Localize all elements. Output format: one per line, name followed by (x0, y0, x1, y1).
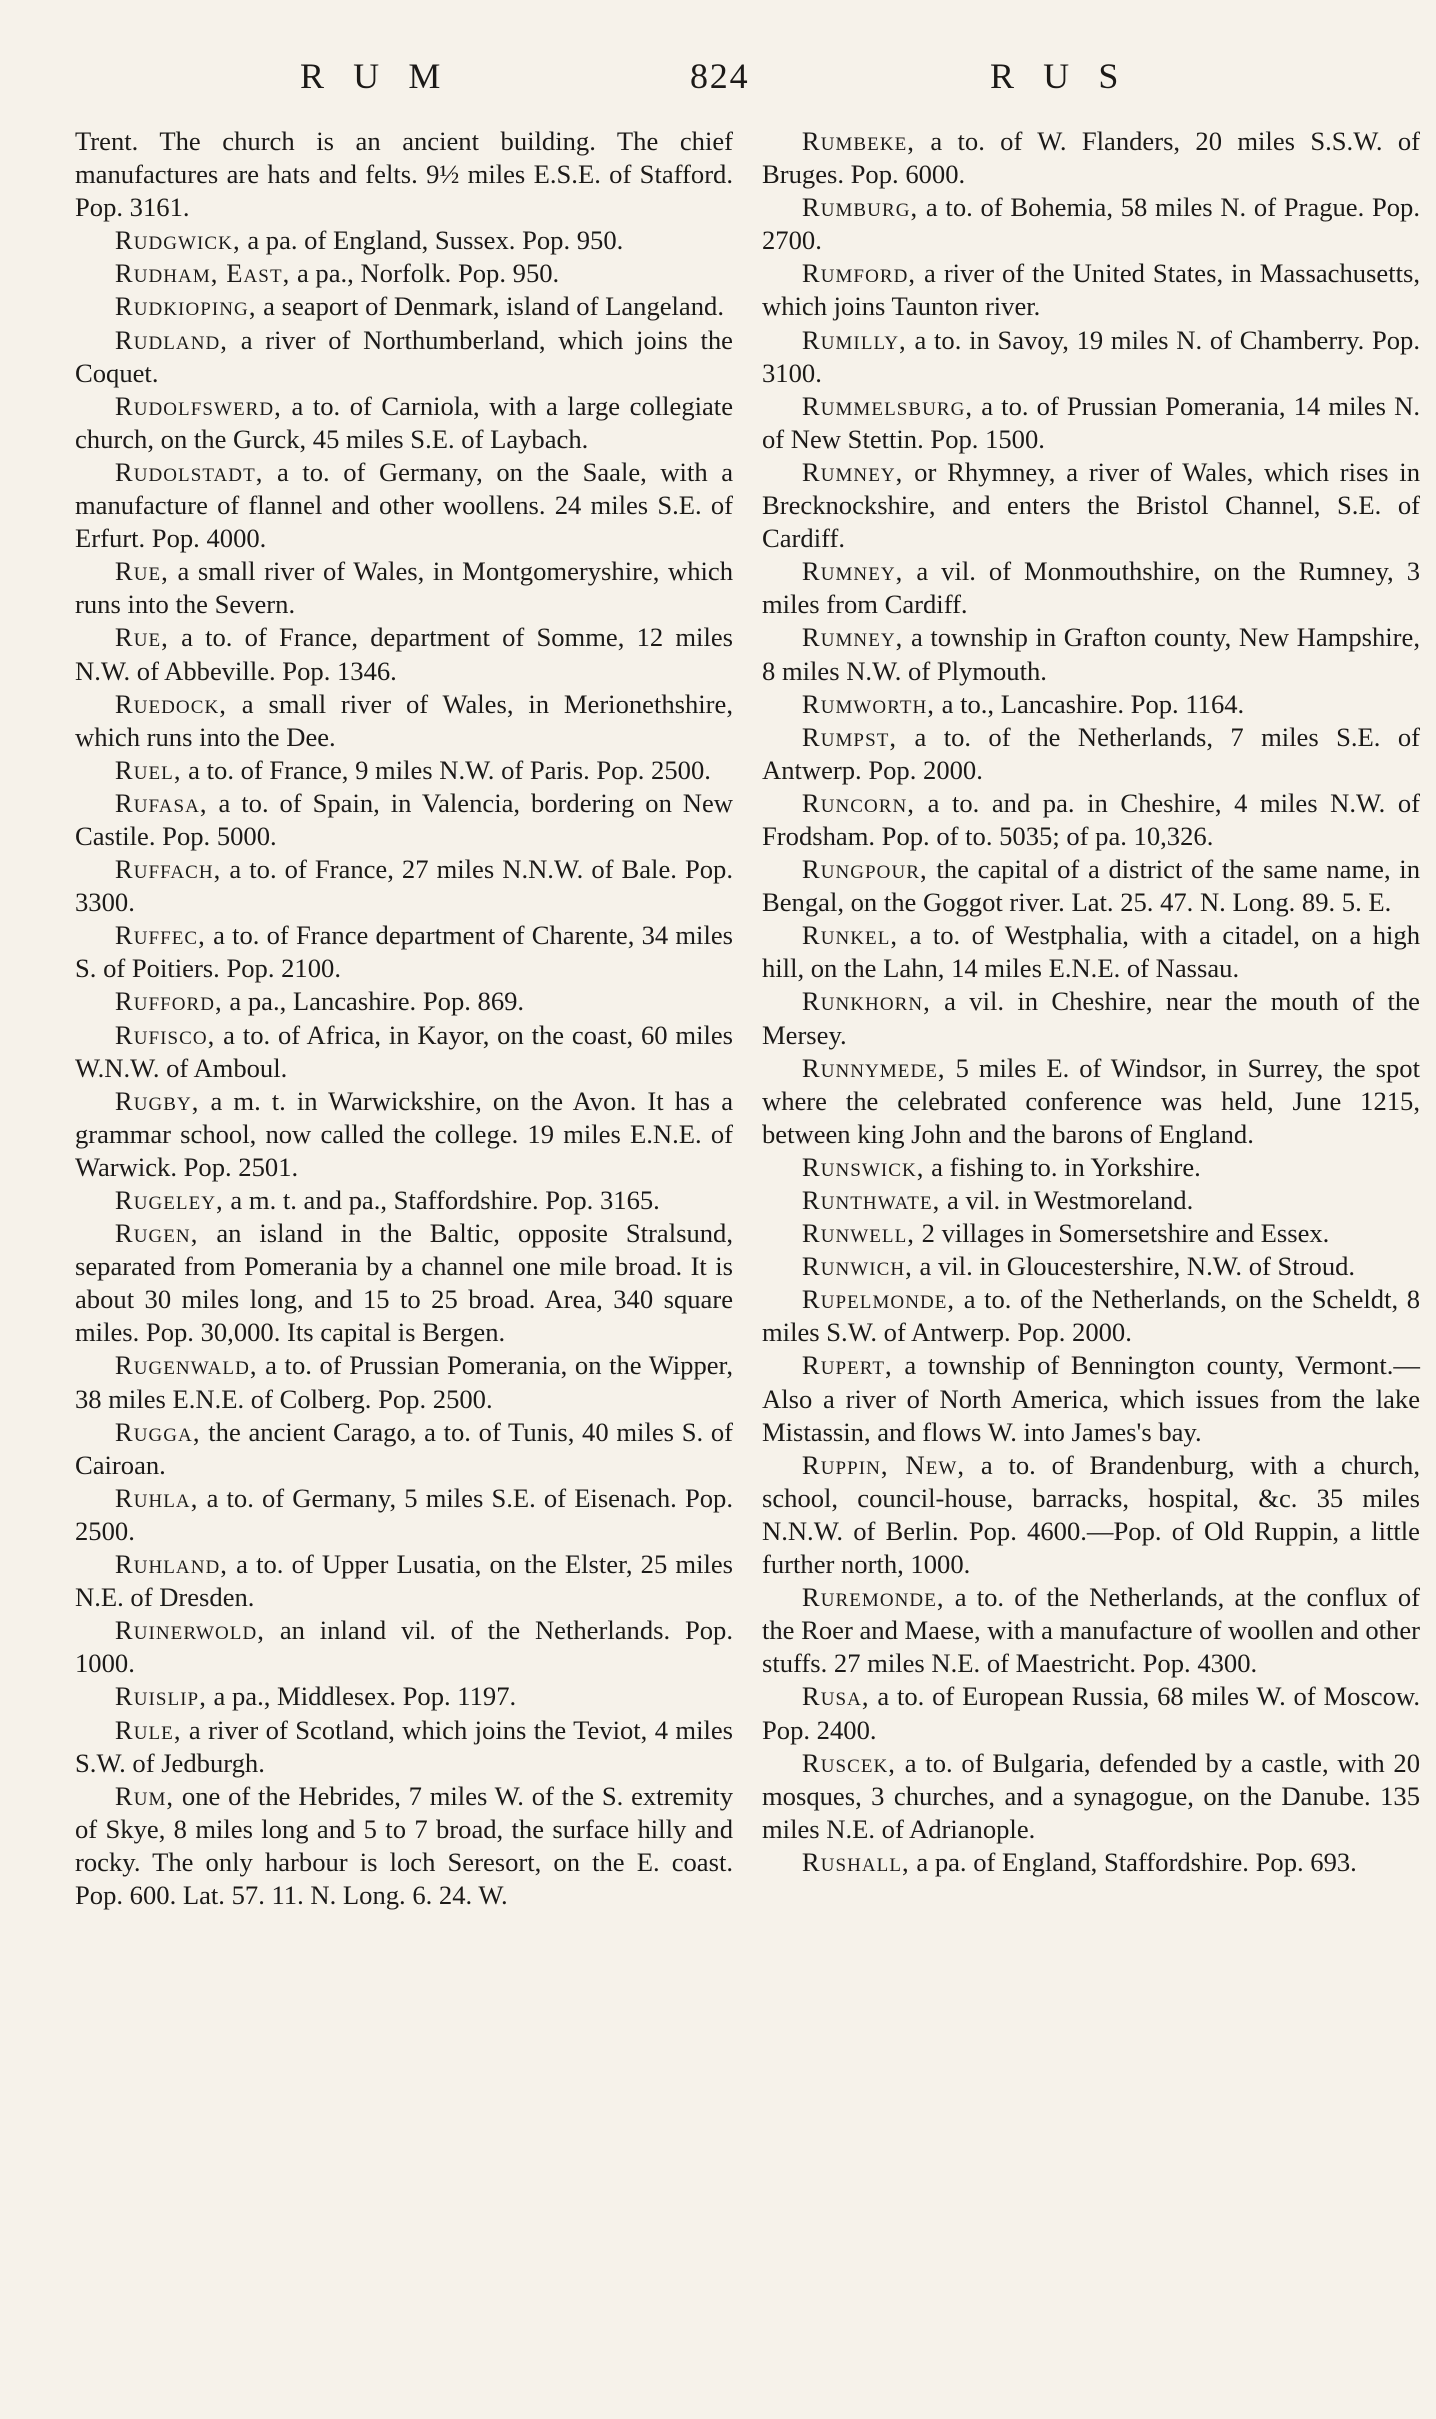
entry-text: a to. and pa. in Cheshire, 4 miles N.W. of Frodsham. Pop. of to. 5035; of pa. 10,326. (762, 787, 1420, 851)
entry-text: an island in the Baltic, opposite Stralsund, separated from Pomerania by a channel one mile broad. It is about 30 miles long, and 15 to 25 broad. Area, 340 square miles. Pop. 30,000. Its capital is Bergen. (75, 1218, 733, 1348)
entry-text: a fishing to. in Yorkshire. (924, 1151, 1201, 1182)
dictionary-entry (75, 1548, 733, 1614)
entry-headword: Ruislip, (114, 1681, 207, 1712)
dictionary-entry (75, 324, 733, 390)
entry-headword: Rumworth, (801, 688, 935, 719)
dictionary-entry (762, 688, 1420, 721)
entry-text: a to. of W. Flanders, 20 miles S.S.W. of Bruges. Pop. 6000. (762, 126, 1420, 190)
entry-text: a vil. in Gloucestershire, N.W. of Stroud. (912, 1251, 1356, 1282)
dictionary-entry (762, 1349, 1420, 1448)
dictionary-entry (762, 390, 1420, 456)
entry-text: a vil. in Cheshire, near the mouth of the Mersey. (762, 986, 1420, 1050)
entry-text: a to. of France, department of Somme, 12 miles N.W. of Abbeville. Pop. 1346. (75, 622, 733, 686)
entry-headword: Runwell, (801, 1218, 915, 1249)
entry-headword: Rudolstadt, (114, 456, 264, 487)
dictionary-entry (762, 125, 1420, 191)
entry-text: a small river of Wales, in Merionethshire, which runs into the Dee. (75, 688, 733, 752)
entry-headword: Ruscek, (801, 1747, 897, 1778)
entry-headword: Ruedock, (114, 688, 227, 719)
entry-text: a to. of Germany, on the Saale, with a manufacture of flannel and other woollens. 24 miles S.E. of Erfurt. Pop. 4000. (75, 456, 733, 554)
dictionary-entry (75, 555, 733, 621)
dictionary-entry (762, 1449, 1420, 1581)
entry-headword: Rudgwick, (114, 225, 241, 256)
dictionary-entry (75, 1714, 733, 1780)
dictionary-entry (762, 257, 1420, 323)
entry-text: a vil. of Monmouthshire, on the Rumney, 3 miles from Cardiff. (762, 556, 1420, 620)
entry-text: a pa. of England, Sussex. Pop. 950. (240, 225, 624, 256)
dictionary-entry (75, 257, 733, 290)
entry-text: Trent. The church is an ancient building. The chief manufactures are hats and felts. 9½ miles E.S.E. of Stafford. Pop. 3161. (75, 126, 733, 223)
dictionary-entry (75, 1416, 733, 1482)
entry-text: a to. of Prussian Pomerania, on the Wipper, 38 miles E.N.E. of Colberg. Pop. 2500. (75, 1350, 733, 1414)
entry-text: a to. of Africa, in Kayor, on the coast, 60 miles W.N.W. of Amboul. (75, 1019, 733, 1083)
header-right-guide: R U S (990, 56, 1129, 96)
dictionary-entry (75, 853, 733, 919)
dictionary-entry (762, 621, 1420, 687)
running-header (0, 55, 1436, 105)
entry-text: a to. of Westphalia, with a citadel, on a high hill, on the Lahn, 14 miles E.N.E. of Nassau. (762, 920, 1420, 984)
entry-headword: Rudkioping, (114, 291, 257, 322)
dictionary-entry (762, 456, 1420, 555)
right-column (762, 125, 1420, 1879)
entry-text: a township in Grafton county, New Hampshire, 8 miles N.W. of Plymouth. (762, 622, 1420, 686)
entry-text: a seaport of Denmark, island of Langeland. (256, 291, 724, 322)
page-number: 824 (690, 56, 750, 96)
entry-headword: Runswick, (801, 1151, 925, 1182)
entry-headword: Ruremonde, (801, 1582, 945, 1613)
dictionary-entry (75, 621, 733, 687)
entry-text: a to. of Bohemia, 58 miles N. of Prague. Pop. 2700. (762, 192, 1420, 256)
dictionary-entry (75, 1680, 733, 1713)
entry-headword: Rule, (114, 1714, 182, 1745)
dictionary-entry (762, 985, 1420, 1051)
entry-headword: Rumney, (801, 456, 904, 487)
entry-headword: Rugen, (114, 1218, 199, 1249)
entry-headword: Runcorn, (801, 787, 916, 818)
entry-text: an inland vil. of the Netherlands. Pop. 1000. (75, 1615, 733, 1679)
entry-text: a m. t. in Warwickshire, on the Avon. It has a grammar school, now called the college. 19 miles E.N.E. of Warwick. Pop. 2501. (75, 1085, 733, 1182)
entry-text: a to. of the Netherlands, on the Scheldt, 8 miles S.W. of Antwerp. Pop. 2000. (762, 1284, 1420, 1348)
entry-text: 5 miles E. of Windsor, in Surrey, the spot where the celebrated conference was held, June 1215, between king John and the barons of England. (762, 1052, 1420, 1149)
entry-text: a river of Northumberland, which joins the Coquet. (75, 324, 733, 388)
dictionary-entry (762, 1151, 1420, 1184)
dictionary-entry (762, 1052, 1420, 1151)
dictionary-entry (762, 1250, 1420, 1283)
entry-headword: Ruffec, (114, 920, 206, 951)
dictionary-entry (75, 1349, 733, 1415)
dictionary-entry (762, 1217, 1420, 1250)
left-column (75, 125, 733, 1912)
dictionary-entry (75, 754, 733, 787)
dictionary-entry (75, 688, 733, 754)
entry-text: a vil. in Westmoreland. (940, 1185, 1194, 1215)
dictionary-entry (75, 125, 733, 224)
dictionary-entry (75, 1184, 733, 1217)
dictionary-entry (762, 919, 1420, 985)
entry-headword: Rufasa, (114, 787, 208, 818)
entry-headword: Rumney, (801, 556, 904, 587)
dictionary-entry (75, 1217, 733, 1349)
entry-text: a to. of Brandenburg, with a church, school, council-house, barracks, hospital, &c. 35 miles N.N.W. of Berlin. Pop. 4600.—Pop. of Old Ruppin, a little further north, 1000. (762, 1449, 1420, 1580)
entry-headword: Rue, (114, 556, 169, 587)
dictionary-entry (762, 787, 1420, 853)
dictionary-entry (762, 1184, 1420, 1217)
entry-headword: Rupert, (801, 1350, 893, 1381)
entry-headword: Rumford, (801, 258, 917, 289)
header-left-guide: R U M (300, 56, 451, 96)
entry-text: a to. in Savoy, 19 miles N. of Chamberry. Pop. 3100. (762, 324, 1420, 388)
entry-headword: Rugeley, (114, 1185, 224, 1215)
entry-text: a to. of Spain, in Valencia, bordering on New Castile. Pop. 5000. (75, 787, 733, 851)
entry-headword: Rugby, (114, 1085, 200, 1116)
entry-text: a river of Scotland, which joins the Teviot, 4 miles S.W. of Jedburgh. (75, 1714, 733, 1778)
entry-headword: Rum, (114, 1780, 175, 1811)
dictionary-entry (75, 787, 733, 853)
dictionary-entry (762, 1846, 1420, 1879)
entry-text: a to. of Bulgaria, defended by a castle, with 20 mosques, 3 churches, and a synagogue, on the Danube. 135 miles N.E. of Adrianople. (762, 1747, 1420, 1844)
entry-headword: Runthwate, (801, 1185, 941, 1215)
dictionary-entry (75, 1085, 733, 1184)
entry-text: a to. of France department of Charente, 34 miles S. of Poitiers. Pop. 2100. (75, 920, 733, 984)
dictionary-entry (762, 1680, 1420, 1746)
entry-headword: Rupelmonde, (801, 1284, 956, 1315)
dictionary-entry (75, 1780, 733, 1912)
entry-text: one of the Hebrides, 7 miles W. of the S. extremity of Skye, 8 miles long and 5 to 7 broad, the surface hilly and rocky. The only harbour is loch Seresort, on the E. coast. Pop. 600. Lat. 57. 11. N. Long. 6. 24. W. (75, 1780, 733, 1910)
entry-headword: Rummelsburg, (801, 390, 974, 421)
entry-text: a township of Bennington county, Vermont.—Also a river of North America, which issues from the lake Mistassin, and flows W. into James's bay. (762, 1350, 1420, 1447)
entry-headword: Rudham, East, (114, 258, 291, 289)
entry-text: a river of the United States, in Massachusetts, which joins Taunton river. (762, 258, 1420, 322)
entry-text: a to. of Germany, 5 miles S.E. of Eisenach. Pop. 2500. (75, 1482, 733, 1546)
entry-headword: Runnymede, (801, 1052, 946, 1083)
dictionary-entry (762, 324, 1420, 390)
entry-text: a to. of Prussian Pomerania, 14 miles N. of New Stettin. Pop. 1500. (762, 390, 1420, 454)
entry-text: a to., Lancashire. Pop. 1164. (934, 688, 1245, 719)
entry-text: a pa., Norfolk. Pop. 950. (290, 258, 560, 289)
entry-text: a to. of France, 27 miles N.N.W. of Bale. Pop. 3300. (75, 854, 733, 918)
entry-headword: Rufford, (114, 986, 223, 1017)
entry-headword: Rumbeke, (801, 126, 916, 156)
entry-headword: Rumilly, (801, 324, 907, 355)
entry-headword: Runkel, (801, 920, 899, 951)
entry-text: a small river of Wales, in Montgomeryshire, which runs into the Severn. (75, 556, 733, 620)
entry-headword: Ruinerwold, (114, 1615, 265, 1646)
entry-text: or Rhymney, a river of Wales, which rises in Brecknockshire, and enters the Bristol Channel, S.E. of Cardiff. (762, 456, 1420, 554)
dictionary-entry (762, 1581, 1420, 1680)
entry-headword: Rumpst, (801, 721, 898, 752)
entry-text: a to. of European Russia, 68 miles W. of Moscow. Pop. 2400. (762, 1681, 1420, 1745)
entry-headword: Ruffach, (114, 854, 222, 885)
entry-headword: Runwich, (801, 1251, 913, 1282)
entry-text: a pa., Middlesex. Pop. 1197. (206, 1681, 517, 1712)
entry-headword: Rue, (114, 622, 169, 653)
entry-headword: Rudolfswerd, (114, 390, 282, 421)
entry-headword: Rushall, (801, 1846, 910, 1877)
dictionary-entry (762, 555, 1420, 621)
dictionary-entry (762, 191, 1420, 257)
dictionary-entry (75, 224, 733, 257)
entry-headword: Rusa, (801, 1681, 870, 1712)
dictionary-entry (762, 1283, 1420, 1349)
dictionary-entry (75, 390, 733, 456)
dictionary-entry (762, 1747, 1420, 1846)
entry-headword: Runkhorn, (801, 986, 931, 1017)
dictionary-entry (75, 456, 733, 555)
entry-text: the capital of a district of the same name, in Bengal, on the Goggot river. Lat. 25. 47. N. Long. 89. 5. E. (762, 854, 1420, 918)
entry-headword: Ruppin, New, (801, 1449, 966, 1480)
dictionary-entry (75, 1614, 733, 1680)
entry-headword: Rufisco, (114, 1019, 216, 1050)
entry-text: a pa., Lancashire. Pop. 869. (222, 986, 525, 1017)
entry-headword: Rumburg, (801, 192, 919, 223)
entry-text: 2 villages in Somersetshire and Essex. (914, 1218, 1330, 1249)
entry-headword: Rugga, (114, 1416, 201, 1447)
entry-text: a to. of the Netherlands, 7 miles S.E. of Antwerp. Pop. 2000. (762, 721, 1420, 785)
entry-text: a to. of the Netherlands, at the conflux of the Roer and Maese, with a manufacture of woollen and other stuffs. 27 miles N.E. of Maestricht. Pop. 4300. (762, 1582, 1420, 1679)
entry-headword: Rumney, (801, 622, 904, 653)
entry-headword: Ruel, (114, 754, 182, 785)
entry-text: a to. of France, 9 miles N.W. of Paris. Pop. 2500. (181, 754, 711, 785)
entry-headword: Ruhla, (114, 1482, 199, 1513)
entry-text: a pa. of England, Staffordshire. Pop. 693. (909, 1846, 1357, 1877)
dictionary-entry (75, 919, 733, 985)
entry-headword: Ruhland, (114, 1549, 229, 1580)
entry-text: a to. of Carniola, with a large collegiate church, on the Gurck, 45 miles S.E. of Laybach. (75, 390, 733, 454)
dictionary-entry (75, 1482, 733, 1548)
entry-headword: Rugenwald, (114, 1350, 258, 1381)
entry-text: a m. t. and pa., Staffordshire. Pop. 3165. (223, 1185, 660, 1215)
entry-headword: Rungpour, (801, 854, 928, 885)
dictionary-entry (762, 853, 1420, 919)
entry-text: the ancient Carago, a to. of Tunis, 40 miles S. of Cairoan. (75, 1416, 733, 1480)
entry-headword: Rudland, (114, 324, 229, 355)
dictionary-entry (762, 721, 1420, 787)
dictionary-entry (75, 985, 733, 1018)
dictionary-entry (75, 1019, 733, 1085)
dictionary-entry (75, 290, 733, 323)
entry-text: a to. of Upper Lusatia, on the Elster, 25 miles N.E. of Dresden. (75, 1549, 733, 1613)
